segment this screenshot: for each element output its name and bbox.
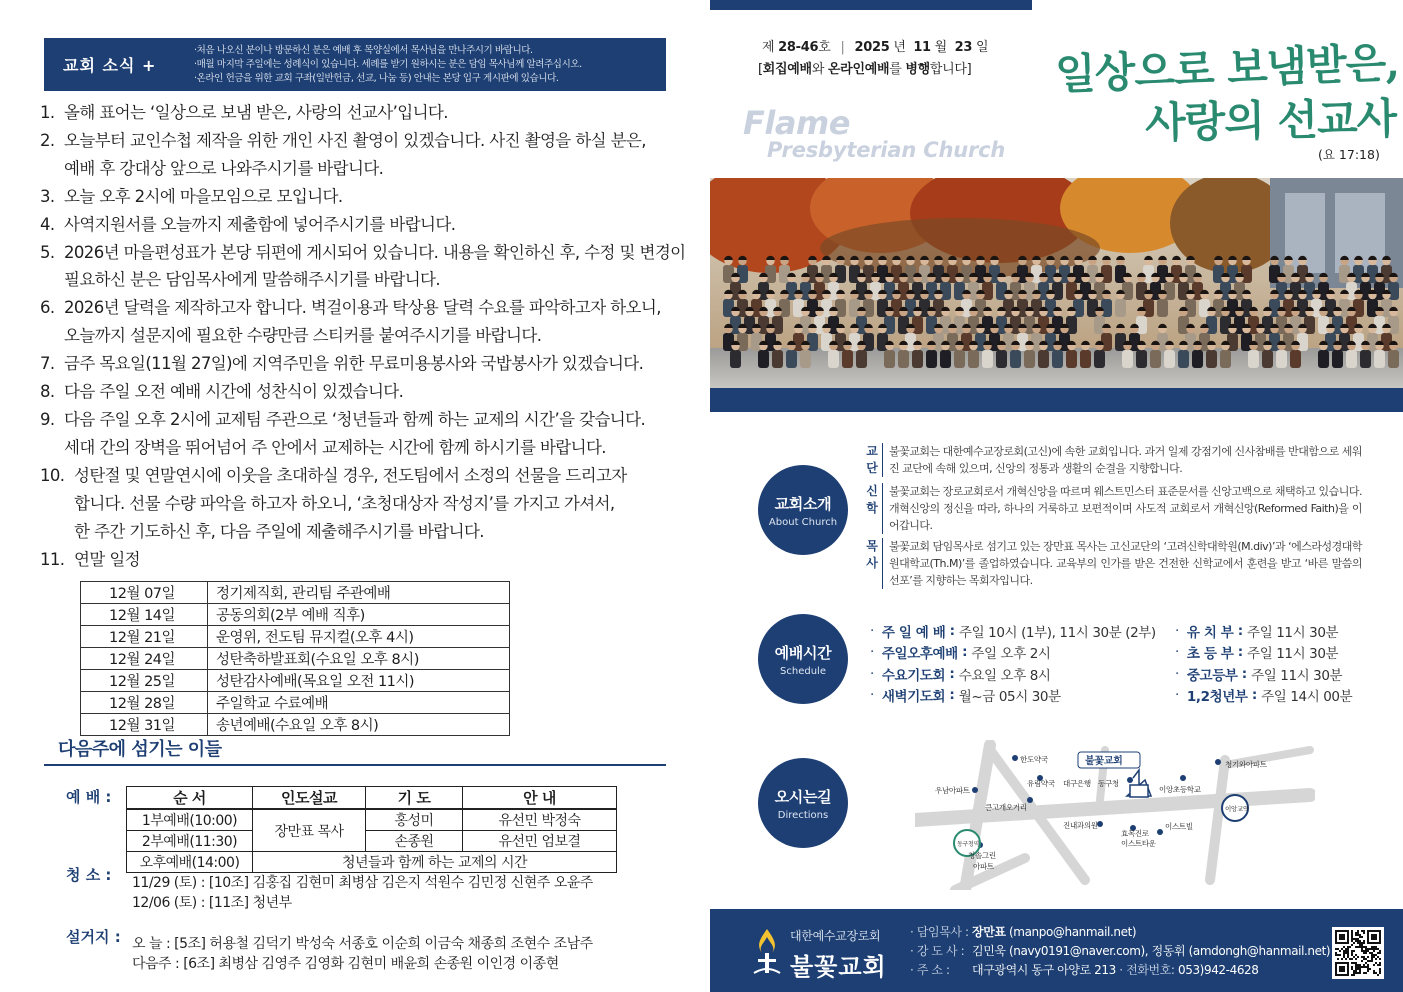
church-name: 불꽃교회: [790, 953, 887, 981]
news-item: 9. 다음 주일 오후 2시에 교제팀 주관으로 ‘청년들과 함께 하는 교제의 시간’을 갖습니다. 세대 간의 장벽을 뛰어넘어 주 안에서 교제하는 시간에 함께 하시기를 바랍니다.: [40, 409, 646, 457]
news-item: 5. 2026년 마을편성표가 본당 뒤편에 게시되어 있습니다. 내용을 확인하신 후, 수정 및 변경이 필요하신 분은 담임목사에게 말씀해주시기를 바랍니다.: [40, 242, 686, 290]
table-row: 12월 31일 송년예배(수요일 오후 8시): [81, 714, 510, 736]
table-row: 12월 25일 성탄감사예배(목요일 오전 11시): [81, 670, 510, 692]
right-page: [710, 0, 1403, 992]
worship-schedule-badge: 예배시간 Schedule: [758, 614, 848, 704]
location-map: [915, 740, 1315, 890]
about-church-badge: 교회소개 About Church: [758, 465, 848, 555]
news-title: 교회 소식 +: [63, 56, 157, 75]
map-label-church: 불꽃교회: [1085, 756, 1123, 767]
leader-cell: 장만표 목사: [253, 809, 366, 852]
serve-roster-table: [126, 786, 617, 873]
issue-line: 제 28-46호 | 2025 년 11 월 23 일: [762, 40, 989, 55]
list-item: · 주일오후예배 : 주일 오후 2시 · 초 등 부 : 주일 11시 30분: [870, 644, 1339, 663]
denomination-name: 대한예수교장로회: [790, 929, 881, 943]
scripture-reference: (요 17:18): [1318, 147, 1380, 162]
table-row: 1부예배(10:00) 장만표 목사 홍성미 유선민 박정숙: [127, 809, 617, 831]
worship-mode-line: [회집예배와 온라인예배를 병행합니다]: [758, 62, 972, 77]
news-note: ·처음 나오신 분이나 방문하신 분은 예배 후 목양실에서 목사님을 만나주시기 바랍니다.: [194, 44, 533, 56]
news-header: [44, 38, 666, 91]
table-row: 12월 24일 성탄축하발표회(수요일 오후 8시): [81, 648, 510, 670]
divider: [44, 764, 666, 766]
map-label: 동구청역: [957, 841, 979, 848]
worship-times: [870, 620, 1370, 706]
table-row: 12월 21일 운영위, 전도팀 뮤지컬(오후 4시): [81, 626, 510, 648]
year-end-schedule-table: [80, 581, 510, 736]
theme-title-line2: 사랑의 선교사: [1144, 93, 1397, 148]
about-denomination: 교 단 불꽃교회는 대한예수교장로회(고신)에 속한 교회입니다. 과거 일제 강점기에 신사참배를 반대함으로 세워진 교단에 속해 있으며, 신앙의 정통과 생활의 순결을 지향합니다.: [862, 443, 1362, 477]
map-label: 이앙교역: [1225, 805, 1249, 813]
footer: [710, 909, 1403, 992]
table-row: 12월 14일 공동의회(2부 예배 직후): [81, 604, 510, 626]
cleaning-label: 청 소 :: [66, 866, 112, 884]
list-item: 오 늘 : [5조] 허용철 김덕기 박성숙 서종호 이순희 이금숙 채종희 조현수 조남주: [132, 936, 593, 952]
map-label: 큰고개오거리: [985, 803, 1027, 812]
worship-label: 예 배 :: [66, 788, 112, 806]
map-label: 동구청: [1098, 779, 1119, 788]
list-item: 다음주 : [6조] 최병삼 김영주 김영화 김현미 배윤희 손종원 이인경 이종현: [132, 956, 559, 972]
list-item: · 새벽기도회 : 월~금 05시 30분 · 1,2청년부 : 주일 14시 00분: [870, 687, 1353, 706]
map-label: 한도약국: [1020, 755, 1048, 764]
table-row: 12월 07일 정기제직회, 관리팀 주관예배: [81, 582, 510, 604]
news-list: [40, 99, 692, 573]
news-item: 6. 2026년 달력을 제작하고자 합니다. 벽걸이용과 탁상용 달력 수요를 파악하고자 하오니, 오늘까지 설문지에 필요한 수량만큼 스티커를 붙여주시기를 바랍니다.: [40, 298, 661, 346]
news-item: 11. 연말 일정: [40, 549, 141, 569]
dishes-list: [132, 934, 593, 974]
map-label: 우남아파트: [935, 786, 970, 795]
top-bar: [710, 0, 1032, 10]
map-label: 청기와아파트: [1225, 760, 1267, 769]
map-label: 대구은행: [1063, 779, 1091, 788]
news-item: 1. 올해 표어는 ‘일상으로 보냄 받은, 사랑의 선교사’입니다.: [40, 103, 448, 122]
map-label: 효목진로: [1121, 829, 1149, 838]
directions-badge: 오시는길 Directions: [758, 758, 848, 848]
news-item: 10. 성탄절 및 연말연시에 이웃을 초대하실 경우, 전도팀에서 소정의 선물을 드리고자 합니다. 선물 수량 파악을 하고자 하오니, ‘초청대상자 작성지’를 가지고 가셔서, 한 주간 기도하신 후, 다음 주일에 제출해주시기를 바랍니다.: [40, 465, 627, 541]
contact-info: · 담임목사 : 장만표 (manpo@hanmail.net) · 강 도 사 : 김민욱 (navy0191@naver.com), 정동휘 (amdongh@hanmail.net) · 주 소 : 대구광역시 동구 아양로 213 · 전화번호: 053)942-4628: [910, 925, 1331, 977]
news-notes: [194, 44, 666, 86]
news-note: ·매월 마지막 주일에는 성례식이 있습니다. 세례를 받기 원하시는 분은 담임 목사님께 알려주십시오.: [194, 58, 582, 70]
map-label: 이앙초등학교: [1159, 785, 1201, 794]
photo-band: [710, 388, 1403, 412]
news-item: 8. 다음 주일 오전 예배 시간에 성찬식이 있겠습니다.: [40, 382, 404, 402]
map-label: 아파트: [973, 862, 994, 871]
presbyterian-wordmark: Presbyterian Church: [767, 138, 1006, 162]
table-header-row: 순 서 인도설교 기 도 안 내: [127, 787, 617, 810]
church-logo-icon: [750, 927, 784, 977]
news-item: 2. 오늘부터 교인수첩 제작을 위한 개인 사진 촬영이 있겠습니다. 사진 촬영을 하실 분은, 예배 후 강대상 앞으로 나와주시기를 바랍니다.: [40, 130, 646, 178]
qr-code-icon[interactable]: [1332, 927, 1384, 979]
map-label: 유림약국: [1027, 779, 1055, 788]
table-row: 오후예배(14:00) 청년들과 함께 하는 교제의 시간: [127, 852, 617, 873]
flame-wordmark: Flame: [743, 104, 850, 142]
list-item: · 주 일 예 배 : 주일 10시 (1부), 11시 30분 (2부) · 유 치 부 : 주일 11시 30분: [870, 622, 1339, 641]
list-item: · 수요기도회 : 수요일 오후 8시 · 중고등부 : 주일 11시 30분: [870, 665, 1343, 684]
news-note: ·온라인 헌금을 위한 교회 구좌(일반헌금, 선교, 나눔 등) 안내는 본당 입구 게시판에 있습니다.: [194, 72, 559, 84]
list-item: 11/29 (토) : [10조] 김홍집 김현미 최병삼 김은지 석원수 김민정 신현주 오윤주: [132, 875, 593, 891]
map-label: 이스트타운: [1121, 839, 1156, 848]
map-label: 청솔그린: [968, 851, 996, 860]
map-label: 이스트빌: [1165, 822, 1193, 831]
news-item: 7. 금주 목요일(11월 27일)에 지역주민을 위한 무료미용봉사와 국밥봉사가 있겠습니다.: [40, 354, 644, 374]
about-theology: 신 학 불꽃교회는 장로교회로서 개혁신앙을 따르며 웨스트민스터 표준문서를 신앙고백으로 채택하고 있습니다. 개혁신앙의 정신을 따라, 하나의 거룩하고 보편적이며 사도적 교회로서 개혁신앙(Reformed Faith)을 이어갑니다.: [862, 483, 1362, 534]
congregation-photo: [710, 178, 1403, 388]
serve-heading: 다음주에 섬기는 이들: [58, 739, 222, 760]
table-row: 2부예배(11:30) 손종원 유선민 엄보결: [127, 831, 617, 852]
news-item: 4. 사역지원서를 오늘까지 제출함에 넣어주시기를 바랍니다.: [40, 214, 456, 234]
cleaning-list: [132, 873, 593, 913]
theme-title-line1: 일상으로 보냄받은,: [1054, 38, 1400, 99]
about-pastor: 목 사 불꽃교회 담임목사로 섬기고 있는 장만표 목사는 고신교단의 ‘고려신학대학원(M.div)’과 ‘에스라성경대학원대학교(Th.M)’를 졸업하였습니다. 교육부의 인가를 받은 건전한 신학교에서 훈련을 받고 ‘바른 말씀의 선포’를 지향하는 목회자입니다.: [862, 538, 1362, 589]
table-row: 12월 28일 주일학교 수료예배: [81, 692, 510, 714]
map-label: 진내과의원: [1063, 821, 1098, 830]
dishes-label: 설거지 :: [66, 928, 121, 946]
list-item: 12/06 (토) : [11조] 청년부: [132, 895, 292, 911]
news-item: 3. 오늘 오후 2시에 마을모임으로 모입니다.: [40, 186, 343, 206]
